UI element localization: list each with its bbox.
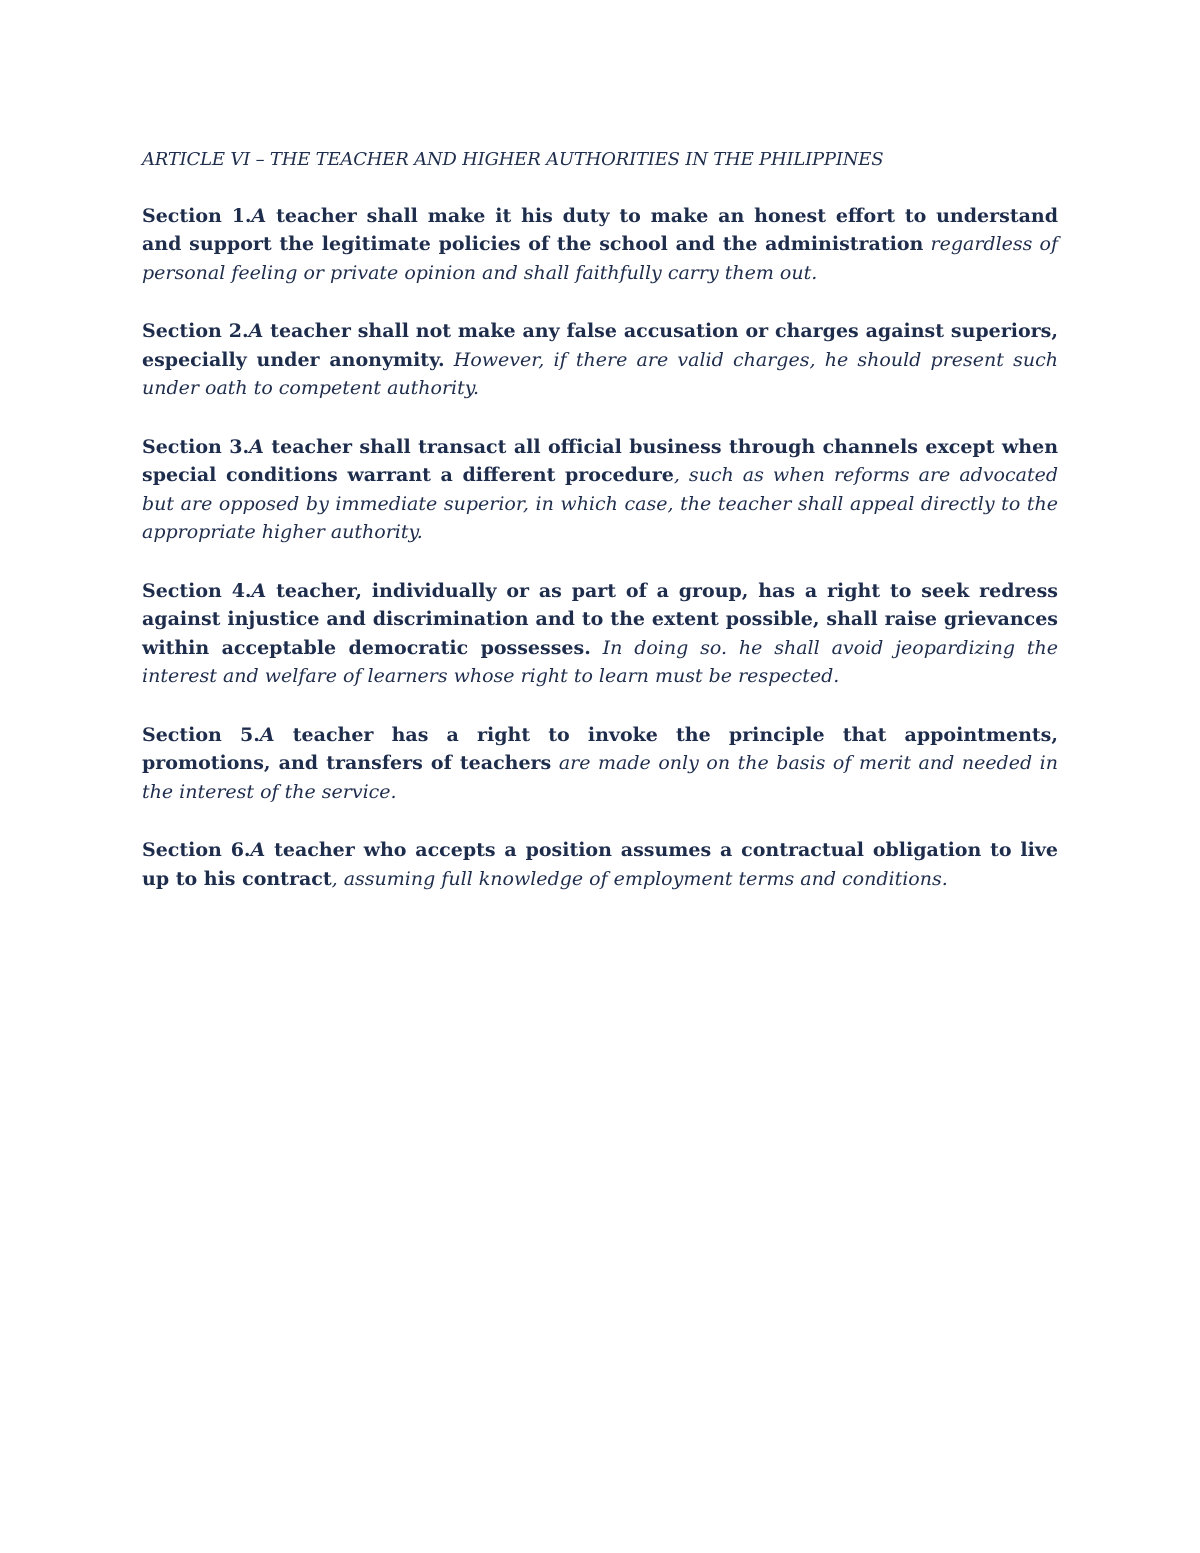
section-bold-text: teacher, individually or as part of a group, has a right to seek redress against injustice and discrimination and to the extent possible, shall raise grievances within acceptable democratic possesses. xyxy=(142,579,1059,659)
section-label: Section 1. xyxy=(142,204,252,227)
section-lead-in: A xyxy=(249,435,264,458)
section-italic-text: regardless of personal feeling or private opinion and shall faithfully carry them out. xyxy=(142,233,1059,284)
section-lead-in: A xyxy=(251,204,267,227)
section-5 xyxy=(142,721,1058,807)
section-bold-text: teacher shall transact all official business through channels except when special conditions warrant a different procedure xyxy=(142,435,1059,486)
section-bold-text: teacher shall make it his duty to make an honest effort to understand and support the legitimate policies of the school and the administration xyxy=(142,204,1059,255)
section-bold-text: teacher shall not make any false accusation or charges against superiors, especially under anonymity. xyxy=(142,320,1058,371)
section-bold-text: teacher who accepts a position assumes a contractual obligation to live up to his contract xyxy=(142,839,1058,890)
section-bold-text: teacher has a right to invoke the principle that appointments, promotions, and transfers of teachers xyxy=(142,723,1058,774)
section-italic-text: However, if there are valid charges, he should present such under oath to competent authority. xyxy=(142,348,1058,399)
section-label: Section 5. xyxy=(142,723,260,746)
section-italic-text: , such as when reforms are advocated but are opposed by immediate superior, in which case, the teacher shall appeal directly to the appropriate higher authority. xyxy=(142,464,1058,543)
section-label: Section 3. xyxy=(142,435,250,458)
section-4 xyxy=(142,577,1058,691)
section-lead-in: A xyxy=(248,320,264,342)
section-3 xyxy=(142,433,1058,547)
section-1 xyxy=(142,202,1058,288)
section-italic-text: , assuming full knowledge of employment terms and conditions. xyxy=(331,867,948,890)
section-label: Section 4. xyxy=(142,579,252,602)
section-italic-text: are made only on the basis of merit and needed in the interest of the service. xyxy=(142,752,1058,803)
section-6 xyxy=(142,836,1058,893)
section-italic-text: In doing so. he shall avoid jeopardizing the interest and welfare of learners whose right to learn must be respected. xyxy=(142,636,1058,687)
section-lead-in: A xyxy=(250,839,266,861)
article-title: ARTICLE VI – THE TEACHER AND HIGHER AUTHORITIES IN THE PHILIPPINES xyxy=(142,149,884,170)
section-label: Section 2. xyxy=(142,320,249,342)
section-lead-in: A xyxy=(259,723,275,746)
document-page xyxy=(142,146,1058,923)
section-label: Section 6. xyxy=(142,839,251,861)
section-2 xyxy=(142,317,1058,403)
section-lead-in: A xyxy=(251,579,267,602)
